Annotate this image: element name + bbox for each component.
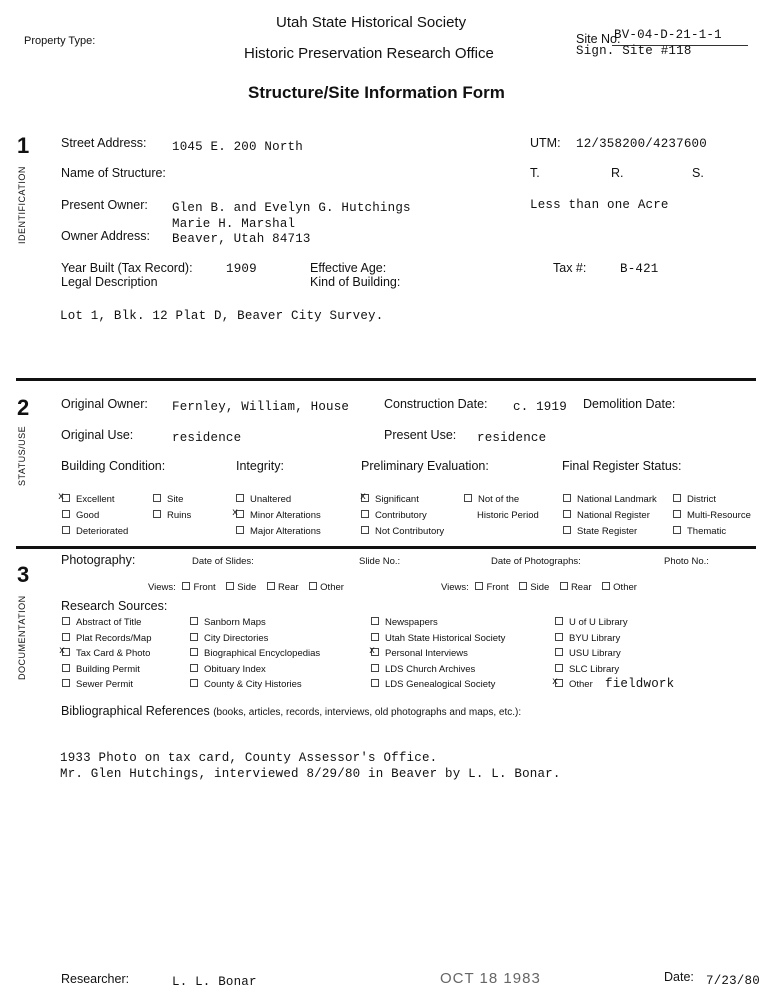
significant-x-mark: x (360, 492, 367, 503)
section-divider-1 (16, 378, 756, 381)
significant-option[interactable]: Significant (361, 494, 419, 505)
researcher-value: L. L. Bonar (172, 975, 257, 989)
date-value: 7/23/80 (706, 974, 760, 988)
year-built-label: Year Built (Tax Record): (61, 261, 193, 275)
photo-front-checkbox[interactable] (475, 582, 483, 590)
final-label: Final Register Status: (562, 459, 682, 473)
biblio-label: Bibliographical References (books, articles, records, interviews, old photographs and maps, etc.): (61, 704, 522, 718)
s-label: S. (692, 166, 704, 180)
utm-label: UTM: (530, 136, 561, 150)
kind-label: Kind of Building: (310, 275, 401, 289)
ushs-option[interactable]: Utah State Historical Society (371, 633, 505, 644)
sanborn-checkbox[interactable] (190, 617, 198, 625)
present-owner-value: Glen B. and Evelyn G. Hutchings (172, 201, 411, 215)
bio-checkbox[interactable] (190, 648, 198, 656)
abstract-option[interactable]: Abstract of Title (62, 617, 141, 628)
sign-site: Sign. Site #118 (576, 44, 692, 58)
section-divider-2 (16, 546, 756, 549)
county-checkbox[interactable] (190, 679, 198, 687)
section-1-number: 1 (17, 133, 30, 158)
orig-use-value: residence (172, 431, 242, 445)
not-of-historic-option[interactable]: Not of the (464, 494, 519, 505)
tax-label: Tax #: (553, 261, 587, 275)
section-3-side-label: DOCUMENTATION (17, 595, 27, 680)
site-no-value: BV-04-D-21-1-1 (614, 28, 722, 42)
orig-owner-value: Fernley, William, House (172, 400, 350, 414)
uofu-checkbox[interactable] (555, 617, 563, 625)
county-option[interactable]: County & City Histories (190, 679, 302, 690)
slc-checkbox[interactable] (555, 664, 563, 672)
unaltered-checkbox[interactable] (236, 494, 244, 502)
state-register-checkbox[interactable] (563, 526, 571, 534)
research-sources-label: Research Sources: (61, 599, 168, 613)
biblio-line-2: Mr. Glen Hutchings, interviewed 8/29/80 in Beaver by L. L. Bonar. (60, 767, 561, 781)
present-use-label: Present Use: (384, 428, 457, 442)
demolition-label: Demolition Date: (583, 397, 676, 411)
other-source-value: fieldwork (605, 677, 675, 691)
deteriorated-checkbox[interactable] (62, 526, 70, 534)
usu-checkbox[interactable] (555, 648, 563, 656)
section-1-side-label: IDENTIFICATION (17, 166, 27, 244)
major-alterations-option[interactable]: Major Alterations (236, 526, 321, 537)
national-register-checkbox[interactable] (563, 510, 571, 518)
multi-resource-checkbox[interactable] (673, 510, 681, 518)
news-option[interactable]: Newspapers (371, 617, 438, 628)
property-type-label: Property Type: (24, 35, 96, 47)
photo-rear-checkbox[interactable] (560, 582, 568, 590)
photography-label: Photography: (61, 553, 136, 567)
section-3-number: 3 (17, 562, 30, 587)
lds-church-checkbox[interactable] (371, 664, 379, 672)
section-2-side-label: STATUS/USE (17, 425, 27, 486)
city-dir-checkbox[interactable] (190, 633, 198, 641)
received-stamp: OCT 18 1983 (440, 970, 541, 987)
street-label: Street Address: (61, 136, 147, 150)
other-source-x-mark: x (552, 677, 559, 688)
taxcard-x-mark: x (59, 646, 66, 657)
other-source-option[interactable]: Other (555, 679, 593, 690)
interviews-x-mark: x (369, 646, 376, 657)
byu-checkbox[interactable] (555, 633, 563, 641)
permit-checkbox[interactable] (62, 664, 70, 672)
acre-note: Less than one Acre (530, 198, 669, 212)
owner-address-label: Owner Address: (61, 229, 150, 243)
city-dir-option[interactable]: City Directories (190, 633, 268, 644)
legal-value: Lot 1, Blk. 12 Plat D, Beaver City Survey. (60, 309, 384, 323)
t-label: T. (530, 166, 540, 180)
excellent-option[interactable]: Excellent (62, 494, 115, 505)
ruins-checkbox[interactable] (153, 510, 161, 518)
owner-line2: Marie H. Marshal (172, 217, 296, 231)
site-option[interactable]: Site (153, 494, 183, 505)
biblio-line-1: 1933 Photo on tax card, County Assessor's Office. (60, 751, 438, 765)
plat-option[interactable]: Plat Records/Map (62, 633, 152, 644)
present-owner-label: Present Owner: (61, 198, 148, 212)
minor-alterations-option[interactable]: Minor Alterations (236, 510, 321, 521)
prelim-label: Preliminary Evaluation: (361, 459, 489, 473)
taxcard-option[interactable]: Tax Card & Photo (62, 648, 150, 659)
usu-option[interactable]: USU Library (555, 648, 621, 659)
interviews-option[interactable]: Personal Interviews (371, 648, 468, 659)
lds-church-option[interactable]: LDS Church Archives (371, 664, 475, 675)
structure-name-label: Name of Structure: (61, 166, 166, 180)
construction-value: c. 1919 (513, 400, 567, 414)
not-of-historic-checkbox[interactable] (464, 494, 472, 502)
thematic-option[interactable]: Thematic (673, 526, 726, 537)
lds-gen-option[interactable]: LDS Genealogical Society (371, 679, 495, 690)
good-option[interactable]: Good (62, 510, 99, 521)
byu-option[interactable]: BYU Library (555, 633, 620, 644)
bio-option[interactable]: Biographical Encyclopedias (190, 648, 320, 659)
good-checkbox[interactable] (62, 510, 70, 518)
excellent-x-mark: x (58, 492, 65, 503)
slide-views: Views: Front Side Rear Other (148, 582, 344, 593)
slide-no-label: Slide No.: (359, 556, 401, 567)
condition-label: Building Condition: (61, 459, 166, 473)
street-value: 1045 E. 200 North (172, 140, 303, 154)
deteriorated-option[interactable]: Deteriorated (62, 526, 128, 537)
society-title: Utah State Historical Society (276, 14, 467, 31)
tax-value: B-421 (620, 262, 659, 276)
obit-checkbox[interactable] (190, 664, 198, 672)
slide-front-checkbox[interactable] (182, 582, 190, 590)
news-checkbox[interactable] (371, 617, 379, 625)
not-contributory-option[interactable]: Not Contributory (361, 526, 444, 537)
uofu-option[interactable]: U of U Library (555, 617, 628, 628)
minor-alterations-x-mark: x (232, 508, 239, 519)
slc-option[interactable]: SLC Library (555, 664, 619, 675)
historic-period-text: Historic Period (477, 510, 539, 521)
site-checkbox[interactable] (153, 494, 161, 502)
photo-no-label: Photo No.: (664, 556, 709, 567)
district-checkbox[interactable] (673, 494, 681, 502)
ushs-checkbox[interactable] (371, 633, 379, 641)
site-no-label: Site No. (576, 32, 621, 46)
construction-label: Construction Date: (384, 397, 488, 411)
section-2-number: 2 (17, 395, 30, 420)
owner-address-value: Beaver, Utah 84713 (172, 232, 311, 246)
slide-side-checkbox[interactable] (226, 582, 234, 590)
ruins-option[interactable]: Ruins (153, 510, 191, 521)
date-slides-label: Date of Slides: (192, 556, 254, 567)
effective-age-label: Effective Age: (310, 261, 387, 275)
thematic-checkbox[interactable] (673, 526, 681, 534)
researcher-label: Researcher: (61, 972, 130, 986)
slide-rear-checkbox[interactable] (267, 582, 275, 590)
multi-resource-option[interactable]: Multi-Resource (673, 510, 751, 521)
sewer-option[interactable]: Sewer Permit (62, 679, 133, 690)
orig-owner-label: Original Owner: (61, 397, 148, 411)
district-option[interactable]: District (673, 494, 716, 505)
national-landmark-checkbox[interactable] (563, 494, 571, 502)
office-title: Historic Preservation Research Office (244, 45, 494, 62)
contributory-checkbox[interactable] (361, 510, 369, 518)
integrity-label: Integrity: (236, 459, 284, 473)
legal-label: Legal Description (61, 275, 158, 289)
permit-option[interactable]: Building Permit (62, 664, 140, 675)
unaltered-option[interactable]: Unaltered (236, 494, 291, 505)
not-contributory-checkbox[interactable] (361, 526, 369, 534)
plat-checkbox[interactable] (62, 633, 70, 641)
sanborn-option[interactable]: Sanborn Maps (190, 617, 266, 628)
obit-option[interactable]: Obituary Index (190, 664, 266, 675)
year-built-value: 1909 (226, 262, 257, 276)
contributory-option[interactable]: Contributory (361, 510, 427, 521)
slide-other-checkbox[interactable] (309, 582, 317, 590)
utm-value: 12/358200/4237600 (576, 137, 707, 151)
date-photos-label: Date of Photographs: (491, 556, 581, 567)
orig-use-label: Original Use: (61, 428, 134, 442)
major-alterations-checkbox[interactable] (236, 526, 244, 534)
abstract-checkbox[interactable] (62, 617, 70, 625)
sewer-checkbox[interactable] (62, 679, 70, 687)
national-landmark-option[interactable]: National Landmark (563, 494, 657, 505)
photo-side-checkbox[interactable] (519, 582, 527, 590)
form-title: Structure/Site Information Form (248, 83, 505, 102)
date-label: Date: (664, 970, 694, 984)
state-register-option[interactable]: State Register (563, 526, 637, 537)
present-use-value: residence (477, 431, 547, 445)
r-label: R. (611, 166, 624, 180)
photo-views: Views: Front Side Rear Other (441, 582, 637, 593)
lds-gen-checkbox[interactable] (371, 679, 379, 687)
photo-other-checkbox[interactable] (602, 582, 610, 590)
national-register-option[interactable]: National Register (563, 510, 650, 521)
